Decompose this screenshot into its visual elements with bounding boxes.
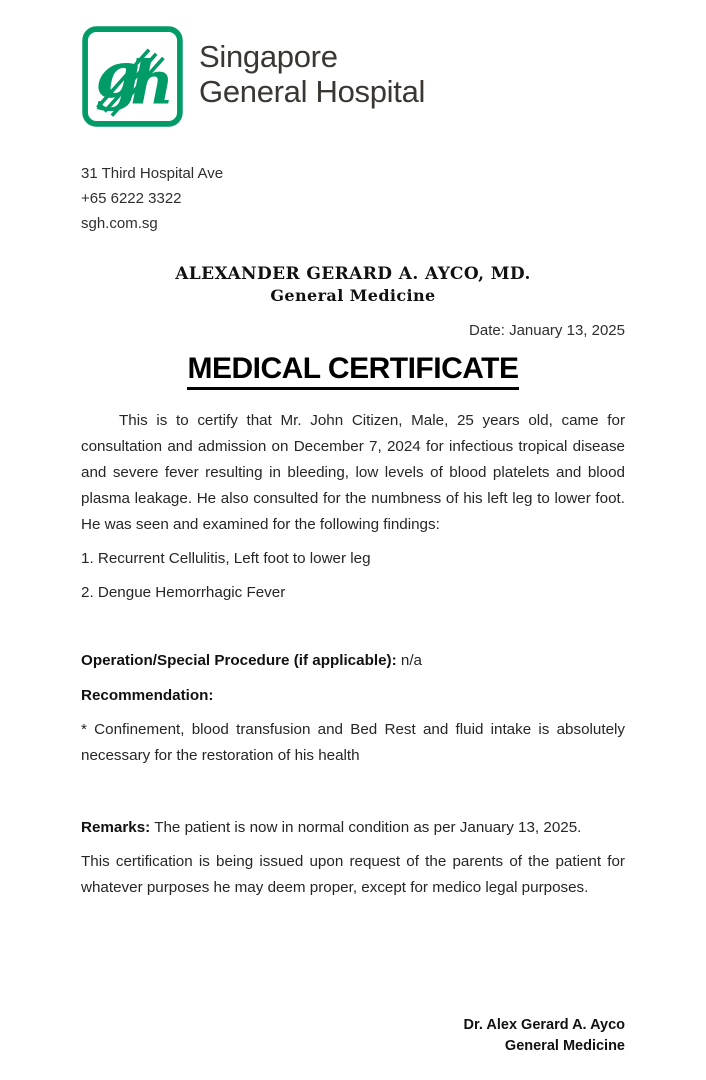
hospital-name-line2: General Hospital	[199, 74, 426, 109]
remarks-text: The patient is now in normal condition as per January 13, 2025.	[154, 819, 582, 836]
address-street: 31 Third Hospital Ave	[81, 165, 224, 182]
operation-label: Operation/Special Procedure (if applicable):	[81, 652, 397, 669]
svg-text:h: h	[130, 48, 174, 119]
recommendation-label: Recommendation:	[81, 687, 214, 704]
address-phone: +65 6222 3322	[81, 190, 182, 207]
hospital-name-line1: Singapore	[199, 39, 338, 74]
signature-block	[81, 1015, 625, 1057]
hospital-address-block	[81, 161, 625, 236]
svg-text:g: g	[95, 38, 141, 114]
recommendation-text: * Confinement, blood transfusion and Bed Rest and fluid intake is absolutely necessary for the restoration of his health	[81, 721, 625, 764]
signature-name: Dr. Alex Gerard A. Ayco	[463, 1017, 625, 1033]
hospital-header	[81, 25, 625, 128]
remarks-line	[81, 815, 625, 841]
doctor-specialty: General Medicine	[270, 286, 436, 305]
finding-item-1: 1. Recurrent Cellulitis, Left foot to lower leg	[81, 550, 371, 567]
sgh-logo-icon	[81, 25, 184, 128]
doctor-letterhead	[81, 263, 625, 307]
certificate-title-wrap	[81, 352, 625, 390]
hospital-name	[199, 25, 425, 109]
recommendation-line	[81, 683, 625, 709]
date-line: Date: January 13, 2025	[469, 322, 625, 339]
operation-line	[81, 648, 625, 674]
operation-value: n/a	[400, 652, 422, 669]
signature-title: General Medicine	[504, 1038, 625, 1054]
remarks-label: Remarks:	[81, 819, 151, 836]
certificate-title: MEDICAL CERTIFICATE	[187, 352, 518, 390]
address-website: sgh.com.sg	[81, 215, 158, 232]
finding-item-2: 2. Dengue Hemorrhagic Fever	[81, 584, 286, 601]
doctor-name: ALEXANDER GERARD A. AYCO, MD.	[175, 264, 531, 284]
certification-paragraph: This certification is being issued upon request of the parents of the patient for whatever purposes he may deem proper, except for medico legal purposes.	[81, 853, 625, 896]
intro-paragraph: This is to certify that Mr. John Citizen, Male, 25 years old, came for consultation and admission on December 7, 2024 for infectious tropical disease and severe fever resulting in bleeding, low levels of blood platelets and blood plasma leakage. He also consulted for the numbness of his left leg to lower foot. He was seen and examined for the following findings:	[81, 412, 625, 533]
